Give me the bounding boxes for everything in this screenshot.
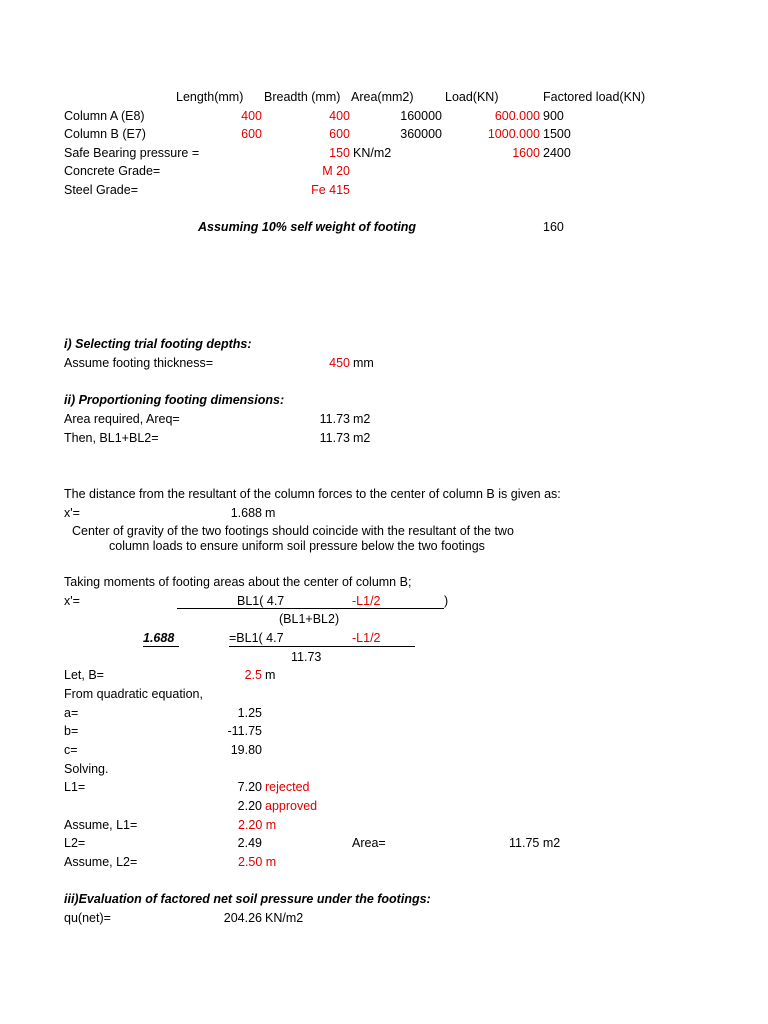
concrete-grade-label: Concrete Grade= <box>64 164 161 178</box>
footing-thickness-value: 450 <box>329 356 350 370</box>
sbp-value: 150 <box>329 146 350 160</box>
bl-sum-value: 11.73 <box>319 431 350 445</box>
qu-net-label: qu(net)= <box>64 911 111 925</box>
header-area: Area(mm2) <box>351 90 414 104</box>
equation-1-close-paren: ) <box>444 594 449 608</box>
b-value: 2.5 <box>244 668 262 682</box>
area-value: 11.75 m2 <box>509 836 561 850</box>
coef-a-label: a= <box>64 706 79 720</box>
cg-note-line-1: Center of gravity of the two footings should coincide with the resultant of the two <box>72 524 514 538</box>
header-load: Load(KN) <box>445 90 499 104</box>
coef-b-label: b= <box>64 724 79 738</box>
equation-2-lhs: 1.688 <box>143 631 175 645</box>
footing-thickness-unit: mm <box>353 356 374 370</box>
self-weight-value: 160 <box>543 220 564 234</box>
assume-l2-label: Assume, L2= <box>64 855 138 869</box>
moments-text: Taking moments of footing areas about the center of column B; <box>64 575 412 589</box>
column-a-load: 600.000 <box>494 109 540 123</box>
assume-l1-value: 2.20 m <box>238 818 277 832</box>
qu-net-unit: KN/m2 <box>265 911 304 925</box>
header-factored-load: Factored load(KN) <box>543 90 646 104</box>
fraction-line-1 <box>177 608 444 609</box>
l2-value: 2.49 <box>237 836 262 850</box>
equation-2-denominator: 11.73 <box>291 650 322 664</box>
l1-label: L1= <box>64 780 86 794</box>
l2-label: L2= <box>64 836 86 850</box>
bl-sum-unit: m2 <box>353 431 371 445</box>
cg-note-line-2: column loads to ensure uniform soil pressure below the two footings <box>109 539 485 553</box>
moments-x-label: x'= <box>64 594 80 608</box>
equation-2-lhs-underline <box>143 646 179 647</box>
l1-root-2: 2.20 <box>237 799 262 813</box>
column-b-label: Column B (E7) <box>64 127 146 141</box>
total-load: 1600 <box>512 146 540 160</box>
column-a-factored: 900 <box>543 109 564 123</box>
column-a-area: 160000 <box>400 109 442 123</box>
resultant-x-label: x'= <box>64 506 80 520</box>
quadratic-label: From quadratic equation, <box>64 687 203 701</box>
area-required-label: Area required, Areq= <box>64 412 180 426</box>
column-a-length: 400 <box>241 109 262 123</box>
concrete-grade-value: M 20 <box>322 164 350 178</box>
self-weight-label: Assuming 10% self weight of footing <box>198 220 417 234</box>
resultant-x-value: 1.688 <box>230 506 262 520</box>
area-required-unit: m2 <box>353 412 371 426</box>
area-label: Area= <box>352 836 386 850</box>
sbp-unit: KN/m2 <box>353 146 392 160</box>
column-a-label: Column A (E8) <box>64 109 145 123</box>
header-breadth: Breadth (mm) <box>264 90 341 104</box>
coef-b-value: -11.75 <box>227 724 262 738</box>
section-2-heading: ii) Proportioning footing dimensions: <box>64 393 285 407</box>
bl-sum-label: Then, BL1+BL2= <box>64 431 159 445</box>
column-a-breadth: 400 <box>329 109 350 123</box>
section-3-heading: iii)Evaluation of factored net soil pressure under the footings: <box>64 892 431 906</box>
resultant-x-unit: m <box>265 506 276 520</box>
b-unit: m <box>265 668 276 682</box>
coef-a-value: 1.25 <box>237 706 262 720</box>
steel-grade-value: Fe 415 <box>311 183 350 197</box>
sbp-label: Safe Bearing pressure = <box>64 146 200 160</box>
coef-c-value: 19.80 <box>230 743 262 757</box>
fraction-line-2 <box>229 646 415 647</box>
l1-root-2-note: approved <box>265 799 318 813</box>
area-required-value: 11.73 <box>319 412 350 426</box>
equation-1-numerator-term: -L1/2 <box>352 594 381 608</box>
column-b-factored: 1500 <box>543 127 571 141</box>
l1-root-1: 7.20 <box>237 780 262 794</box>
steel-grade-label: Steel Grade= <box>64 183 139 197</box>
column-b-length: 600 <box>241 127 262 141</box>
equation-2-numerator: =BL1( 4.7 <box>229 631 284 645</box>
equation-1-numerator: BL1( 4.7 <box>237 594 285 608</box>
total-factored-load: 2400 <box>543 146 571 160</box>
solving-label: Solving. <box>64 762 109 776</box>
equation-1-denominator: (BL1+BL2) <box>279 612 340 626</box>
footing-thickness-label: Assume footing thickness= <box>64 356 214 370</box>
assume-l1-label: Assume, L1= <box>64 818 138 832</box>
column-b-load: 1000.000 <box>487 127 540 141</box>
equation-2-numerator-term: -L1/2 <box>352 631 381 645</box>
column-b-breadth: 600 <box>329 127 350 141</box>
qu-net-value: 204.26 <box>223 911 262 925</box>
assume-l2-value: 2.50 m <box>238 855 277 869</box>
section-1-heading: i) Selecting trial footing depths: <box>64 337 252 351</box>
column-b-area: 360000 <box>400 127 442 141</box>
coef-c-label: c= <box>64 743 78 757</box>
l1-root-1-note: rejected <box>265 780 310 794</box>
b-label: Let, B= <box>64 668 104 682</box>
header-length: Length(mm) <box>176 90 244 104</box>
resultant-text: The distance from the resultant of the column forces to the center of column B is given as: <box>64 487 561 501</box>
